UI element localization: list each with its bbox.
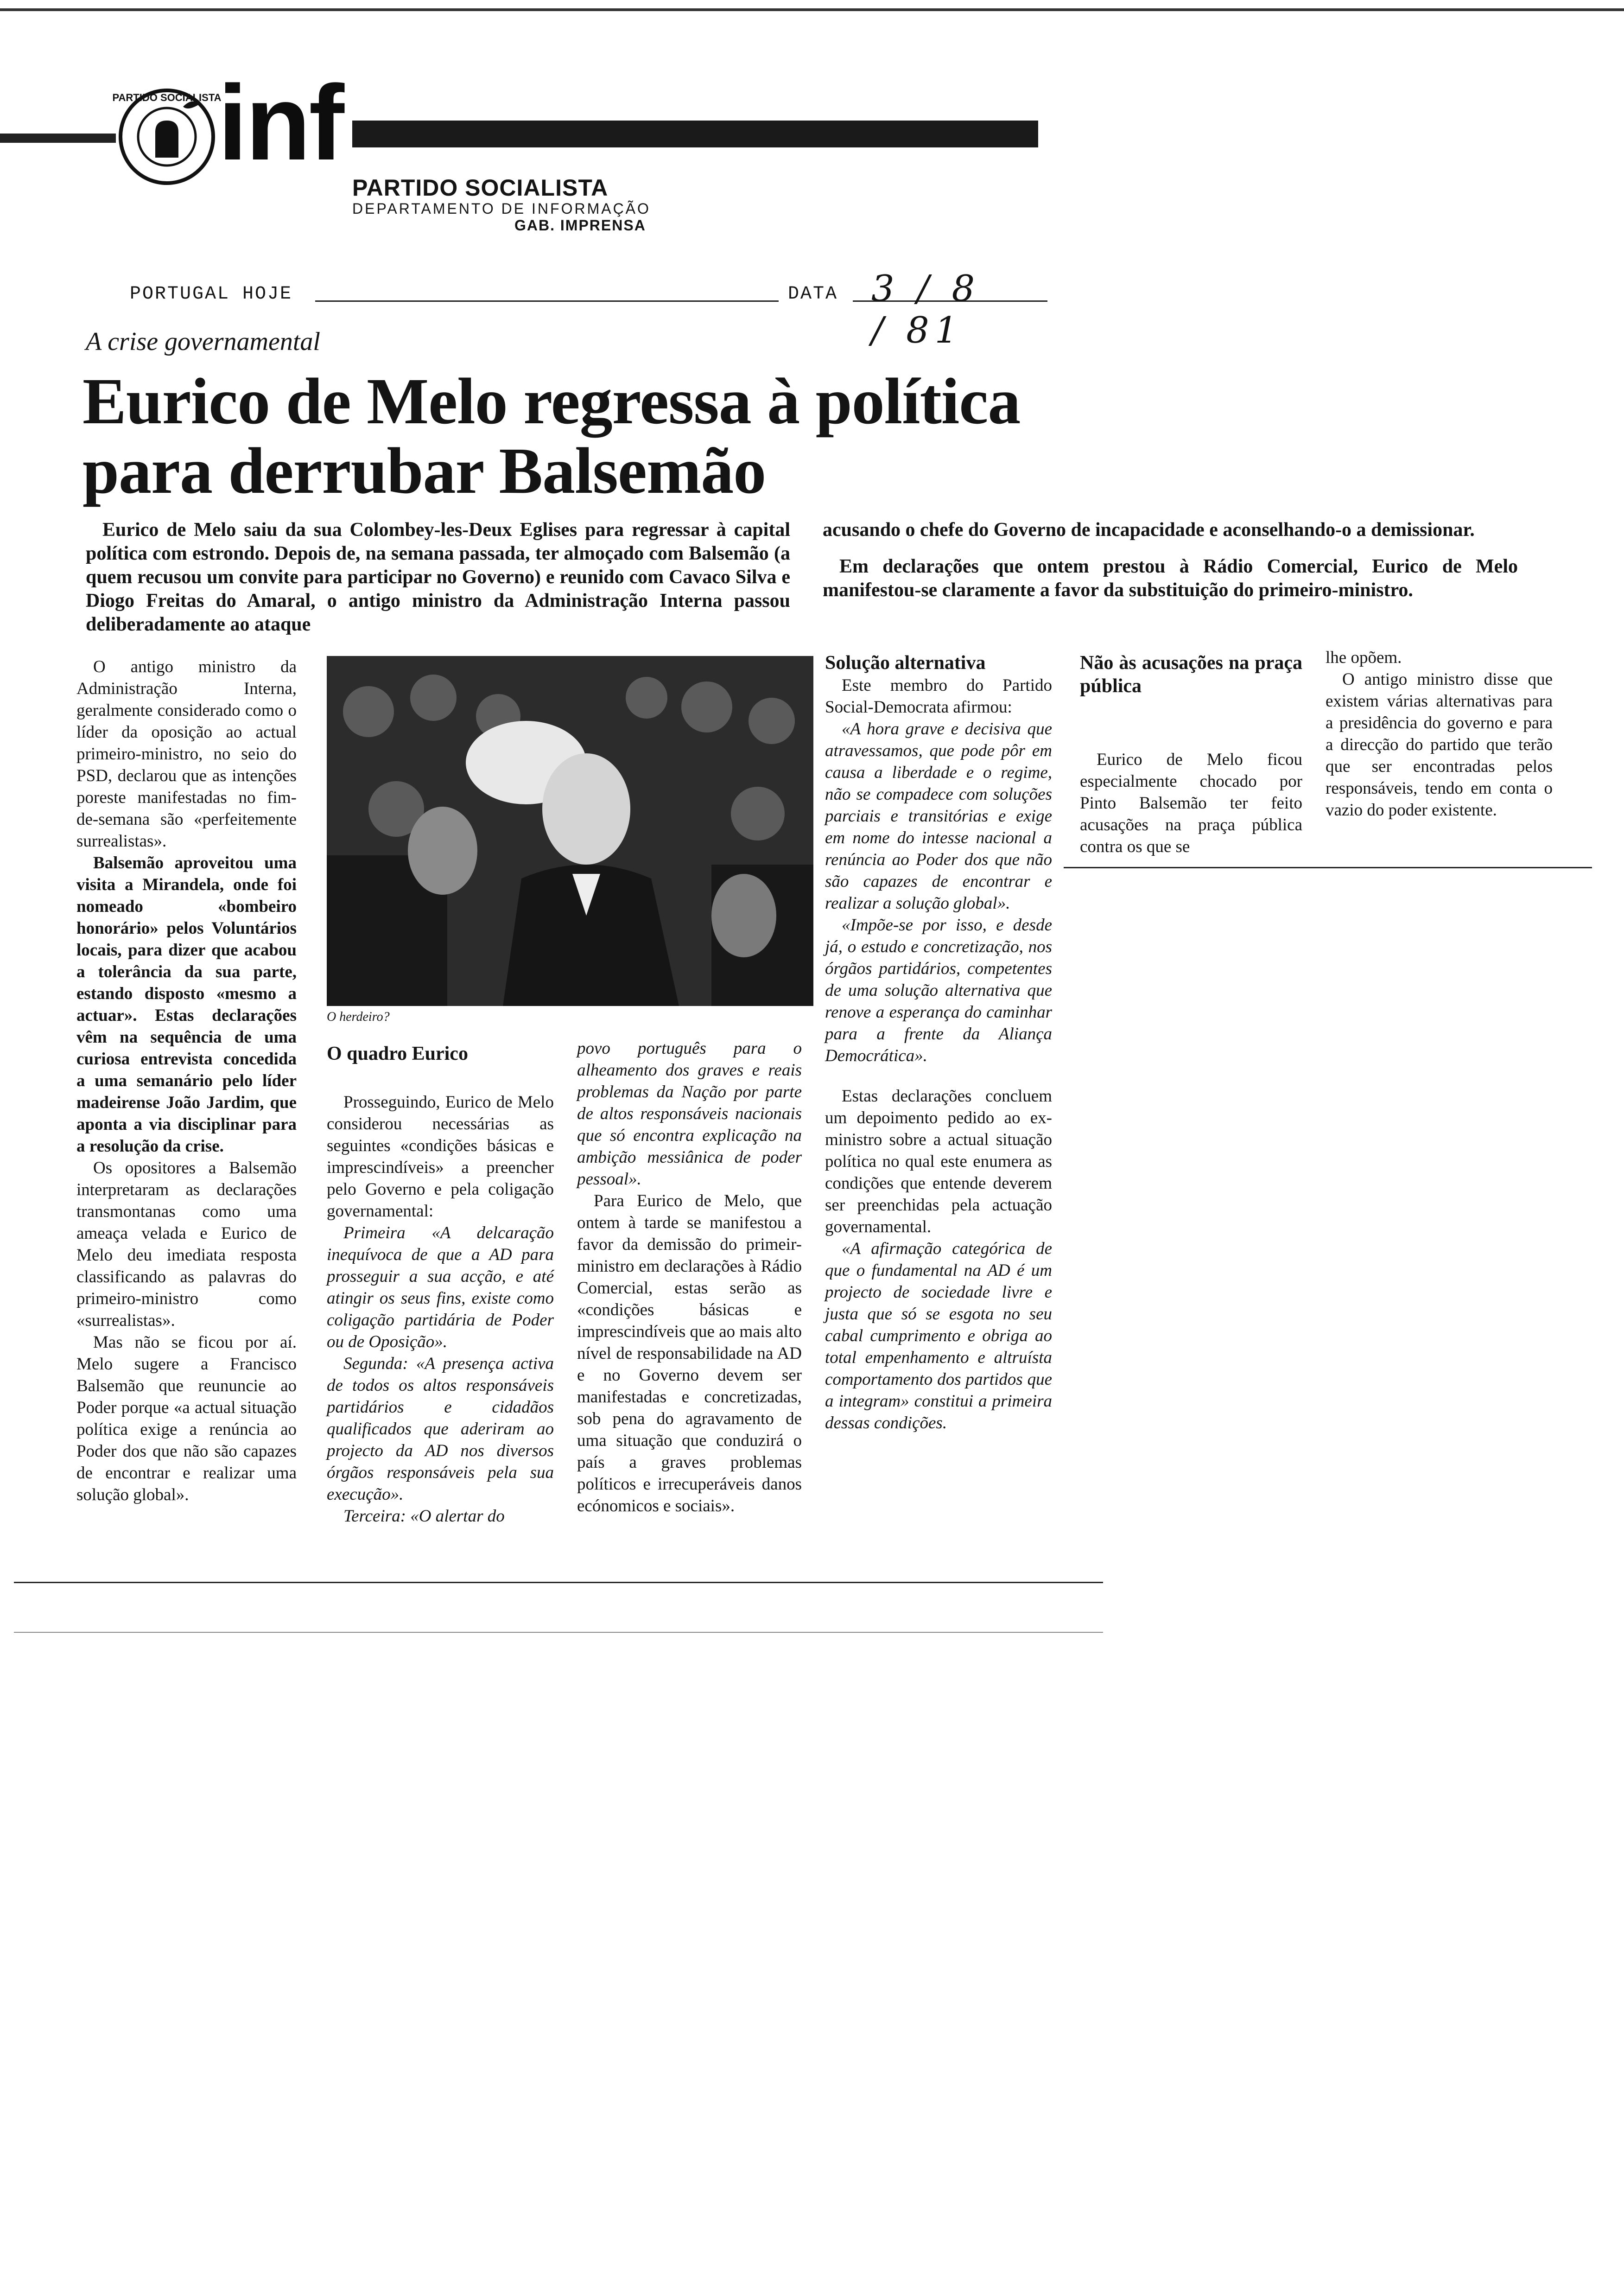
headline-line-1: Eurico de Melo regressa à política (82, 364, 1021, 438)
col1-p2: Balsemão aproveitou uma visita a Mirandela, onde foi nomeado «bombeiro honorário» pelos Voluntários locais, para dizer que acabou a tolerância da sua parte, estando disposto «mesmo a actuar». Estas declarações vêm na sequência de uma curiosa entrevista concedida a uma semanário pelo líder madeirense João Jardim, que aponta a via disciplinar para a resolução da crise. (76, 853, 297, 1156)
col1-p4: Mas não se ficou por aí. Melo sugere a Francisco Balsemão que reununcie ao Poder porque «a actual situação política exige a renúncia ao Poder dos que não são capazes de encontrar e realizar uma solução global». (76, 1333, 297, 1504)
headline-line-2: para derrubar Balsemão (82, 434, 766, 507)
top-border (0, 8, 1624, 11)
clipping-rule-right (1064, 867, 1592, 868)
org-name: PARTIDO SOCIALISTA (352, 175, 609, 201)
col2-subheading: O quadro Eurico (327, 1043, 468, 1064)
column-4 (825, 651, 1052, 1434)
column-1 (76, 656, 297, 1506)
col5-p1: Eurico de Melo ficou especialmente chocado por Pinto Balsemão ter feito acusações na praça pública contra os que se (1080, 750, 1302, 856)
header-bar-right (352, 121, 1038, 147)
col6-p1: lhe opõem. (1326, 648, 1402, 667)
col1-p3: Os opositores a Balsemão interpretaram as declarações transmontanas como uma ameaça velada e Eurico de Melo deu imediata resposta classificando as palavras do primeiro-ministro como «surrealistas». (76, 1159, 297, 1330)
col4-p5: «A afirmação categórica de que o fundamental na AD é um projecto de sociedade livre e justa que só se esgota no seu cabal cumprimento e obriga ao total empenhamento e altruísta comportamento dos partidos que a integram» constitui a primeira dessas condições. (825, 1239, 1052, 1432)
col4-p1: Este membro do Partido Social-Democrata afirmou: (825, 676, 1052, 717)
col2-p1: Prosseguindo, Eurico de Melo considerou necessárias as seguintes «condições básicas e imprescindíveis» a preencher pelo Governo e pela coligação governamental: (327, 1093, 554, 1221)
column-5 (1080, 651, 1302, 858)
date-value-handwritten: 3 / 8 / 81 (871, 268, 981, 351)
col2-p4: Terceira: «O alertar do (343, 1507, 505, 1526)
newspaper-label: PORTUGAL HOJE (130, 284, 293, 305)
kicker: A crise governamental (86, 327, 320, 356)
clipping-rule-bottom-2 (14, 1632, 1103, 1633)
date-label: DATA (788, 284, 838, 305)
department-name: DEPARTAMENTO DE INFORMAÇÃO (352, 200, 651, 217)
column-3 (577, 1038, 802, 1517)
lead-right-p2: Em declarações que ontem prestou à Rádio Comercial, Eurico de Melo manifestou-se claramente a favor da substituição do primeiro-ministro. (823, 556, 1518, 601)
newspaper-underline (315, 300, 779, 302)
col2-p2: Primeira «A delcaração inequívoca de que a AD para prosseguir a sua acção, e até atingir os seus fins, existe como coligação partidária de Poder ou de Oposição». (327, 1223, 554, 1351)
news-photo (327, 656, 813, 1006)
party-seal-logo (112, 88, 222, 185)
office-name: GAB. IMPRENSA (514, 217, 646, 234)
lead-right (823, 518, 1518, 602)
photo-caption: O herdeiro? (327, 1010, 390, 1024)
col2-p3: Segunda: «A presença activa de todos os altos responsáveis partidários e cidadãos qualificados que aderiram ao projecto da AD nos diversos órgãos responsáveis pela sua execução». (327, 1354, 554, 1504)
inf-logo-word: inf (218, 63, 343, 182)
col3-p1: povo português para o alheamento dos graves e reais problemas da Nação por parte de altos responsáveis nacionais que só encontra explicação na ambição messiânica de poder pessoal». (577, 1039, 802, 1189)
lead-right-p1: acusando o chefe do Governo de incapacidade e aconselhando-o a demissionar. (823, 519, 1475, 541)
col4-p2: «A hora grave e decisiva que atravessamos, que pode pôr em causa a liberdade e o regime, não se compadece com soluções parciais e transitórias e exige em nome do intesse nacional a renúncia ao Poder dos que não são capazes de encontrar e realizar a solução global». (825, 719, 1052, 913)
col4-subheading: Solução alternativa (825, 652, 986, 674)
col4-p4: Estas declarações concluem um depoimento pedido ao ex-ministro sobre a actual situação política no qual este enumera as condições que entende deverem ser preenchidas pela actuação governamental. (825, 1087, 1052, 1236)
col6-p2: O antigo ministro disse que existem várias alternativas para a presidência do governo e para a direcção do partido que terão que ser encontradas pelos responsáveis, tendo em conta o vazio do poder existente. (1326, 670, 1553, 820)
lead-left: Eurico de Melo saiu da sua Colombey-les-Deux Eglises para regressar à capital política com estrondo. Depois de, na semana passada, ter almoçado com Balsemão (a quem recusou um convite para participar no Governo) e reunido com Cavaco Silva e Diogo Freitas do Amaral, o antigo ministro da Administração Interna passou deliberadamente ao ataque (86, 519, 790, 635)
col1-p1: O antigo ministro da Administração Interna, geralmente considerado como o líder da oposição ao actual primeiro-ministro, no seio do PSD, declarou que as intenções poreste manifestadas no fim-de-semana são «perfeitemente surrealistas». (76, 657, 297, 851)
column-6 (1326, 647, 1553, 821)
col4-p3: «Impõe-se por isso, e desde já, o estudo e concretização, nos órgãos partidários, competentes de uma solução alternativa que renove a esperança do caminhar para a frente da Aliança Democrática». (825, 916, 1052, 1065)
seal-text: PARTIDO SOCIALISTA (112, 92, 222, 103)
clipping-rule-bottom (14, 1582, 1103, 1583)
header-bar-left (0, 134, 116, 143)
headline (82, 366, 1148, 505)
column-2 (327, 1042, 554, 1527)
letterhead (0, 63, 1066, 250)
col3-p2: Para Eurico de Melo, que ontem à tarde se manifestou a favor da demissão do primeir-ministro em declarações à Rádio Comercial, estas serão as «condições básicas e imprescindíveis que ao mais alto nível de responsabilidade na AD e no Governo devem ser manifestadas e concretizadas, sob pena do agravamento de uma situação que conduzirá o país a graves problemas políticos e irrecuperáveis danos ecónomicos e sociais». (577, 1191, 802, 1515)
col5-subheading: Não às acusações na praça pública (1080, 652, 1302, 697)
